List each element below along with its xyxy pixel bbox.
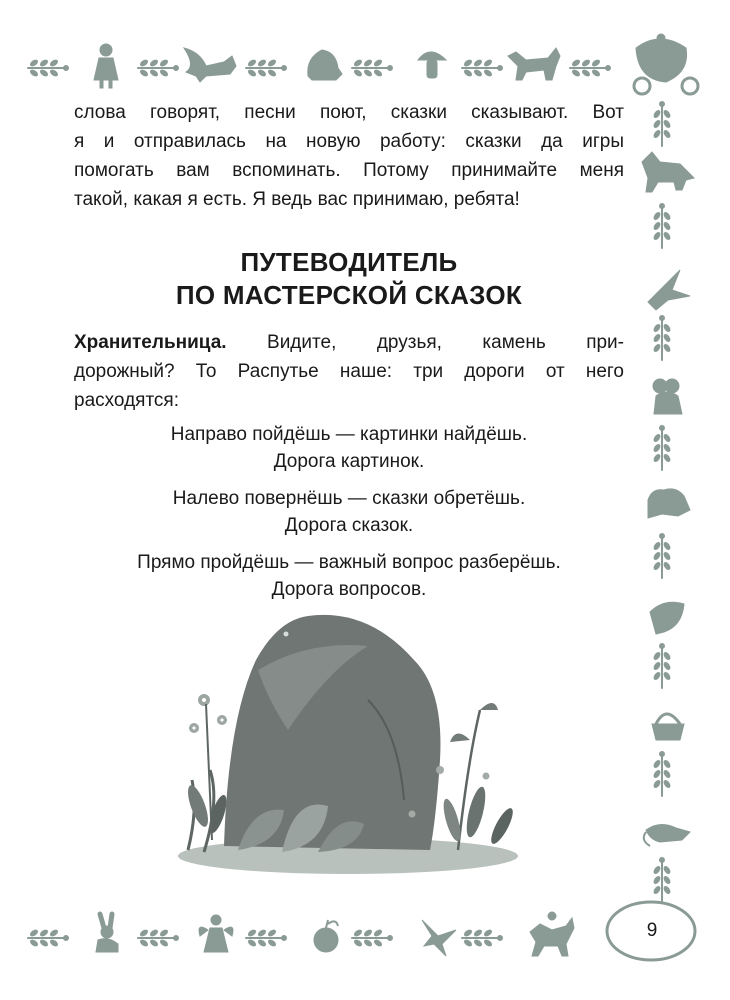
fox-icon: [184, 48, 236, 82]
sprig-icon: [653, 102, 671, 147]
sprig-icon: [653, 316, 671, 361]
plant-left: [184, 770, 230, 852]
sprig-icon: [653, 534, 671, 579]
sprig-icon: [246, 59, 287, 77]
verse-line: Налево повернёшь — сказки обретёшь.: [172, 488, 526, 509]
text-line: слова говорят, песни поют, сказки сказывают. Вот: [74, 102, 624, 123]
text-line: такой, какая я есть. Я ведь вас принимаю, ребята!: [74, 189, 520, 210]
speaker-name: Хранительница.: [74, 332, 227, 353]
text-line: расходятся:: [74, 390, 180, 411]
sprig-icon: [653, 858, 671, 903]
sprig-icon: [462, 929, 503, 947]
sprig-icon: [352, 59, 393, 77]
text-line: [74, 328, 624, 357]
sprig-icon: [352, 929, 393, 947]
carriage-icon: [634, 34, 698, 94]
sprig-icon: [138, 929, 179, 947]
verse-stanza: [74, 549, 624, 603]
rat-icon: [644, 824, 690, 846]
sprig-icon: [653, 204, 671, 249]
fairy-icon: [199, 915, 233, 952]
plant-right: [440, 703, 517, 850]
girl-silhouette-icon: [94, 44, 118, 88]
stone-speck: [284, 632, 289, 637]
verse-line: Направо пойдёшь — картинки найдёшь.: [170, 424, 528, 445]
sprig-icon: [28, 59, 69, 77]
leaf-icon: [650, 602, 684, 634]
verse-stanza: [74, 485, 624, 539]
heading-line-2: ПО МАСТЕРСКОЙ СКАЗОК: [175, 280, 523, 310]
sprig-icon: [246, 929, 287, 947]
bird-icon: [648, 270, 690, 310]
heading-line-1: ПУТЕВОДИТЕЛЬ: [240, 247, 458, 277]
mushroom-icon: [418, 52, 446, 78]
section-heading: [74, 246, 624, 312]
verse-road-name: Дорога вопросов.: [271, 579, 427, 600]
sprig-icon: [28, 929, 69, 947]
verse-line: Прямо пройдёшь — важный вопрос разберёшь.: [137, 552, 561, 573]
road-verses: [74, 421, 624, 613]
mouse-icon: [653, 379, 682, 414]
apple-icon: [314, 920, 338, 952]
text-line: я и отправилась на новую работу: сказки да игры: [74, 131, 624, 152]
hare-icon: [96, 914, 118, 952]
text-line: помогать вам вспоминать. Потому принимайте меня: [74, 160, 624, 181]
dialog-line-1: Видите, друзья, камень при-: [226, 332, 624, 353]
text-line: дорожный? То Распутье наше: три дороги от него: [74, 361, 624, 382]
sprig-icon: [462, 59, 503, 77]
sprig-icon: [653, 752, 671, 797]
swallow-icon: [422, 920, 456, 956]
verse-stanza: [74, 421, 624, 475]
wolf-icon: [642, 152, 694, 192]
basket-icon: [652, 714, 684, 740]
frog-icon: [648, 489, 690, 518]
sprig-icon: [653, 644, 671, 689]
page-number: 9: [646, 920, 658, 941]
fox-icon: [508, 48, 560, 80]
horse-rider-icon: [530, 912, 574, 956]
sprig-icon: [138, 59, 179, 77]
crossroads-stone-illustration: [168, 600, 528, 880]
sprig-icon: [570, 59, 611, 77]
verse-road-name: Дорога сказок.: [284, 515, 414, 536]
hedgehog-icon: [308, 50, 342, 80]
intro-paragraph: [74, 98, 624, 214]
sprig-icon: [653, 426, 671, 471]
page-number-container: [606, 900, 698, 962]
dialog-paragraph: [74, 328, 624, 415]
verse-road-name: Дорога картинок.: [273, 451, 425, 472]
